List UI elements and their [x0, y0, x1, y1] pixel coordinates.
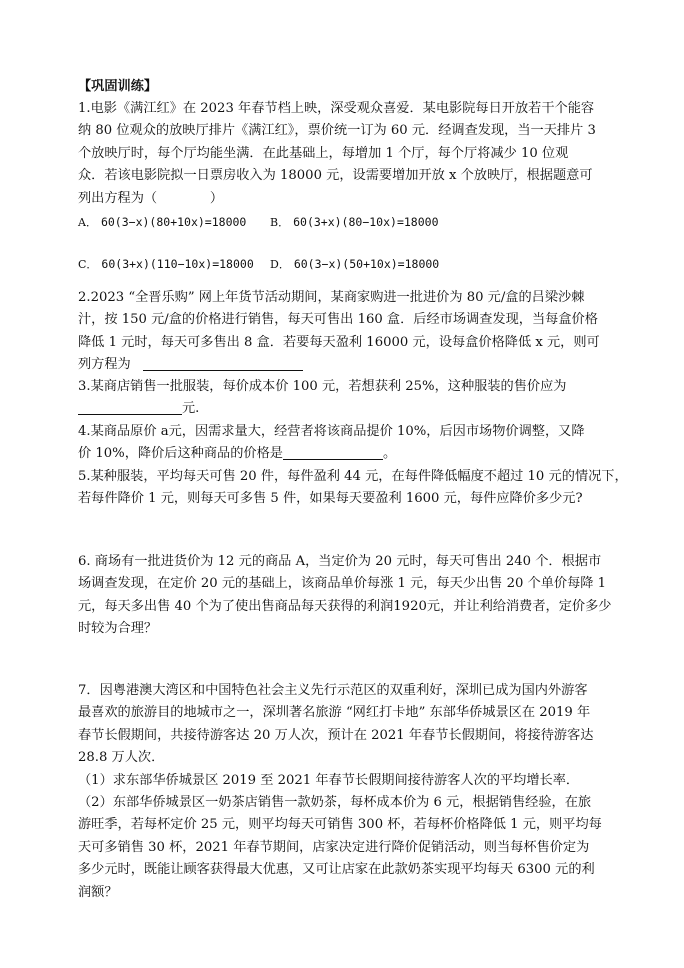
question-6 — [78, 551, 618, 641]
q1-line: 纳 80 位观众的放映厅排片《满江红》，票价统一订为 60 元．经调查发现，当一天排片 3 — [78, 123, 596, 139]
q4-end: 。 — [382, 446, 397, 462]
q2-line: 汁，按 150 元/盒的价格进行销售，每天可售出 160 盒．后经市场调查发现，当每盒价格 — [78, 312, 598, 328]
option-expression: 60(3−x)(80+10x)=18000 — [100, 215, 247, 229]
question-4 — [78, 421, 618, 466]
option-label: D． — [270, 258, 290, 271]
q1-line: 1.电影《满江红》在 2023 年春节档上映，深受观众喜爱．某电影院每日开放若干个能容 — [78, 101, 595, 116]
q5-line: 5.某种服装，平均每天可售 20 件，每件盈利 44 元，在每件降低幅度不超过 10 元的情况下， — [78, 469, 628, 484]
q1-line: 列出方程为（ ） — [78, 190, 224, 206]
question-3 — [78, 376, 618, 421]
q7-line: 7．因粤港澳大湾区和中国特色社会主义先行示范区的双重利好，深圳已成为国内外游客 — [78, 683, 588, 698]
q1-option-b — [270, 214, 439, 230]
q7-subquestion-2-line: 游旺季，若每杯定价 25 元，则平均每天可销售 300 杯，若每杯价格降低 1 元，则平均每 — [78, 817, 602, 833]
option-expression: 60(3+x)(110−10x)=18000 — [101, 257, 254, 271]
q6-line: 场调查发现，在定价 20 元的基础上，该商品单价每涨 1 元，每天少出售 20 个单价每降 1 — [78, 576, 607, 592]
answer-blank[interactable] — [283, 445, 383, 460]
q7-subquestion-2-line: 天可多销售 30 杯，2021 年春节期间，店家决定进行降价促销活动，则当每杯售价定为 — [78, 839, 590, 855]
option-label: B． — [270, 216, 290, 229]
q6-line: 元，每天多出售 40 个为了使出售商品每天获得的利润1920元，并让利给消费者，定价多少 — [78, 598, 612, 614]
q5-line: 若每件降价 1 元，则每天可多售 5 件，如果每天要盈利 1600 元，每件应降价多少元? — [78, 491, 583, 507]
q3-line: 3.某商店销售一批服装，每价成本价 100 元，若想获利 25%，这种服装的售价应为 — [78, 379, 567, 394]
q4-line-2 — [78, 443, 618, 465]
q2-prompt: 列方程为 — [78, 357, 131, 373]
q6-line: 6. 商场有一批进货价为 12 元的商品 A，当定价为 20 元时，每天可售出 240 个．根据市 — [78, 554, 602, 569]
q7-subquestion-2-line: 多少元时，既能让顾客获得最大优惠，又可让店家在此款奶茶实现平均每天 6300 元的利 — [78, 862, 595, 878]
q1-option-a — [78, 214, 246, 230]
question-7 — [78, 680, 618, 904]
answer-blank[interactable] — [143, 356, 303, 371]
q1-line: 个放映厅时，每个厅均能坐满．在此基础上，每增加 1 个厅，每个厅将减少 10 位观 — [78, 145, 569, 161]
q7-line: 28.8 万人次． — [78, 750, 165, 766]
q2-line: 降低 1 元时，每天可多售出 8 盒．若要每天盈利 16000 元，设每盒价格降低 x 元，则可 — [78, 334, 600, 350]
q6-line: 时较为合理？ — [78, 621, 158, 637]
q7-subquestion-2-line: （2）东部华侨城景区一奶茶店销售一款奶茶，每杯成本价为 6 元，根据销售经验，在旅 — [78, 795, 592, 811]
q3-line-2 — [78, 398, 618, 420]
q4-line: 4.某商品原价 a元，因需求量大，经营者将该商品提价 10%，后因市场物价调整，又降 — [78, 424, 585, 439]
q1-option-d — [270, 256, 439, 272]
q1-option-c — [78, 256, 254, 272]
q7-line: 春节长假期间，共接待游客达 20 万人次，预计在 2021 年春节长假期间，将接待游客达 — [78, 727, 594, 743]
q7-subquestion-1: （1）求东部华侨城景区 2019 至 2021 年春节长假期间接待游客人次的平均增长率． — [78, 772, 580, 788]
q2-line-last — [78, 354, 618, 376]
q2-line: 2.2023 “全晋乐购” 网上年货节活动期间，某商家购进一批进价为 80 元/盒的吕梁沙棘 — [78, 290, 585, 305]
q7-line: 最喜欢的旅游目的地城市之一，深圳著名旅游 “网红打卡地” 东部华侨城景区在 2019 年 — [78, 705, 591, 721]
question-2 — [78, 287, 618, 377]
q3-unit: 元. — [182, 401, 200, 417]
q7-subquestion-2-line: 润额？ — [78, 884, 118, 900]
option-label: A． — [78, 216, 97, 229]
q4-prompt: 价 10%，降价后这种商品的价格是 — [78, 446, 283, 462]
option-label: C． — [78, 258, 98, 271]
section-heading: 【巩固训练】 — [78, 79, 158, 94]
question-5 — [78, 466, 628, 511]
option-expression: 60(3−x)(50+10x)=18000 — [293, 257, 440, 271]
q1-line: 众．若该电影院拟一日票房收入为 18000 元，设需要增加开放 x 个放映厅，根据题意可 — [78, 168, 593, 184]
option-expression: 60(3+x)(80−10x)=18000 — [293, 215, 439, 229]
question-1 — [78, 98, 618, 210]
answer-blank[interactable] — [78, 400, 182, 415]
